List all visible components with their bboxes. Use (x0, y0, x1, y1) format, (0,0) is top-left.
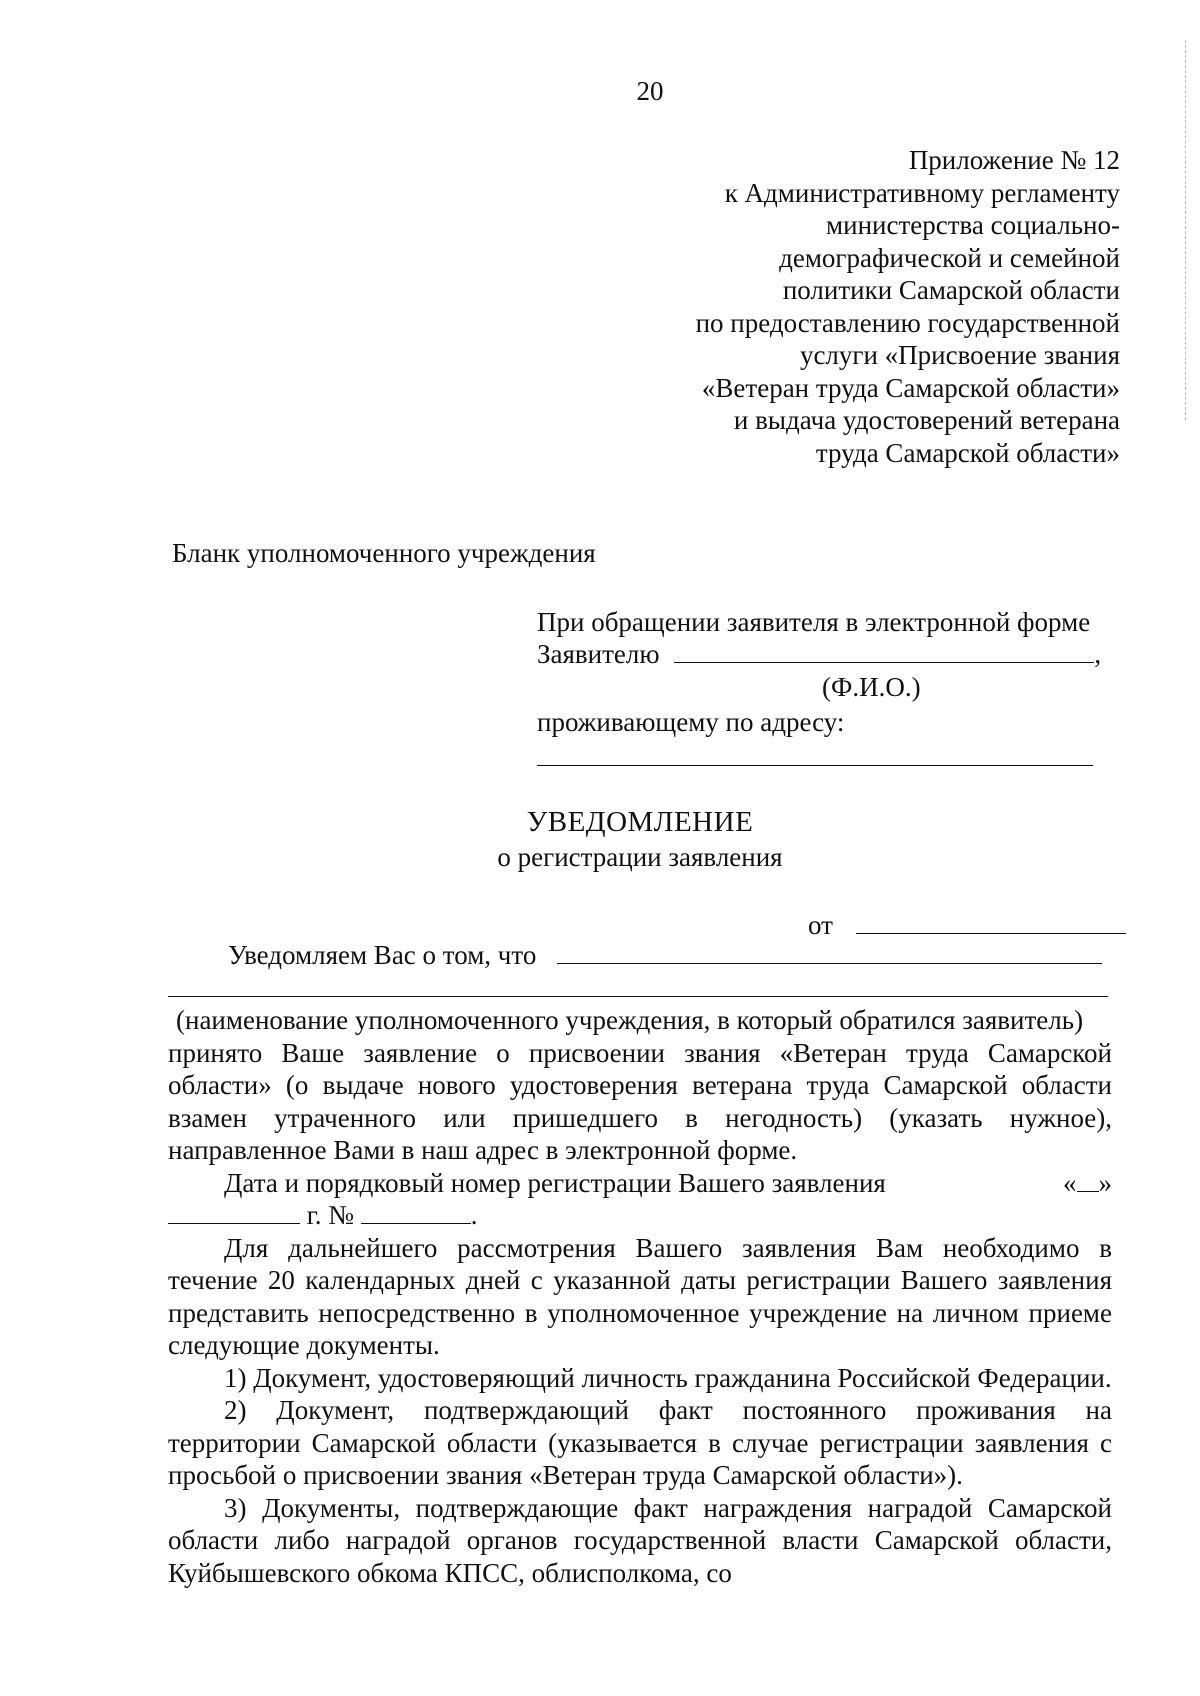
institution-caption: (наименование уполномоченного учреждения, в который обратился заявитель) (176, 1005, 1084, 1035)
document-item-2: 2) Документ, подтверждающий факт постоянного проживания на территории Самарской области (указывается в случае регистрации заявления с просьбой о присвоении звания «Ветеран труда Самарской области»). (168, 1395, 1112, 1490)
document-subtitle: о регистрации заявления (497, 842, 783, 872)
appendix-line: «Ветеран труда Самарской области» (701, 372, 1120, 403)
institution-blank[interactable] (557, 941, 1102, 964)
applicant-comma: , (1094, 639, 1102, 669)
applicant-line (537, 638, 1137, 670)
address-blank[interactable] (537, 765, 1093, 766)
day-blank[interactable] (1077, 1171, 1099, 1192)
registration-number-blank[interactable] (361, 1203, 471, 1224)
quote-open: « (1063, 1167, 1077, 1198)
date-blank[interactable] (856, 911, 1126, 934)
further-paragraph: Для дальнейшего рассмотрения Вашего заявления Вам необходимо в течение 20 календарных дней с указанной даты регистрации Вашего заявления представить непосредственно в уполномоченное учреждение на личном приеме следующие документы. (168, 1232, 1112, 1360)
registration-end: . (470, 1200, 478, 1230)
document-item-1: 1) Документ, удостоверяющий личность гражданина Российской Федерации. (224, 1362, 1112, 1393)
appendix-line: к Административному регламенту (724, 177, 1120, 208)
appendix-line: услуги «Присвоение звания (799, 340, 1120, 370)
appendix-line: труда Самарской области» (815, 437, 1120, 468)
date-from-label: от (808, 910, 833, 940)
appendix-line: по предоставлению государственной (695, 307, 1120, 338)
page-number: 20 (636, 76, 664, 106)
addressee-block (537, 606, 1137, 670)
accepted-paragraph: принято Ваше заявление о присвоении звания «Ветеран труда Самарской области» (о выдаче нового удостоверения ветерана труда Самарской области взамен утраченного или пришедшего в негодность) (указать нужное), направленное Вами в наш адрес в электронной форме. (168, 1037, 1112, 1165)
registration-day (1007, 1167, 1112, 1200)
applicant-name-blank[interactable] (674, 640, 1094, 663)
year-number-label: г. № (306, 1200, 355, 1230)
institution-blank-continuation[interactable] (168, 996, 1108, 997)
appendix-line: демографической и семейной (779, 242, 1120, 273)
date-line (808, 910, 1126, 941)
notify-line (228, 940, 1102, 971)
appendix-line: и выдача удостоверений ветерана (733, 405, 1120, 435)
notification-body (168, 1004, 1112, 1589)
registration-text: Дата и порядковый номер регистрации Вашего заявления (224, 1167, 886, 1198)
document-item-3: 3) Документы, подтверждающие факт награждения наградой Самарской области либо наградой органов государственной власти Самарской области, Куйбышевского обкома КПСС, облисполкома, со (168, 1492, 1112, 1588)
appendix-header (560, 144, 1120, 469)
appendix-line: министерства социально- (826, 210, 1120, 240)
month-year-blank[interactable] (168, 1203, 300, 1224)
appendix-line: Приложение № 12 (908, 145, 1120, 175)
fio-caption: (Ф.И.О.) (822, 672, 921, 702)
address-label: проживающему по адресу: (537, 707, 845, 737)
appendix-line: политики Самарской области (782, 275, 1120, 305)
document-title: УВЕДОМЛЕНИЕ (526, 806, 754, 838)
electronic-form-note: При обращении заявителя в электронной форме (537, 607, 1091, 637)
registration-paragraph (168, 1167, 1112, 1200)
registration-number-line (168, 1199, 1112, 1232)
quote-close: » (1098, 1167, 1112, 1198)
notify-prefix: Уведомляем Вас о том, что (228, 940, 537, 970)
applicant-label: Заявителю (537, 639, 660, 669)
institution-blank-label: Бланк уполномоченного учреждения (172, 538, 596, 568)
